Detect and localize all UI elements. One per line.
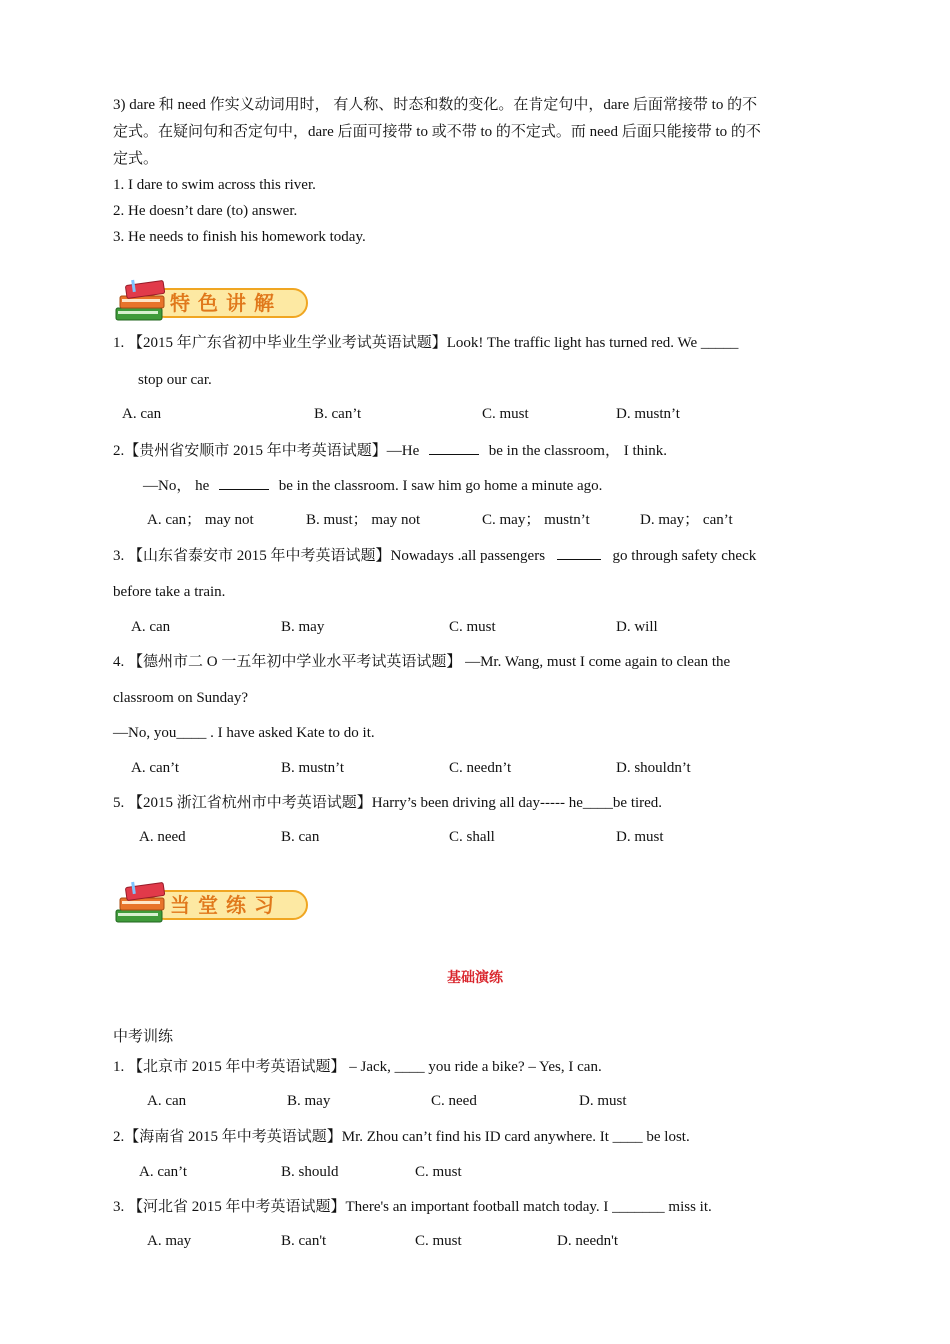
p1-option-d[interactable]: D. must xyxy=(579,1093,627,1109)
section-banner-practice xyxy=(112,880,312,932)
q4-reply: —No, you____ . I have asked Kate to do it. xyxy=(113,725,375,741)
q2-blank-2[interactable] xyxy=(219,475,269,490)
q4-option-b[interactable]: B. mustn’t xyxy=(281,760,345,776)
p2-option-a[interactable]: A. can’t xyxy=(139,1164,188,1180)
banner-title: 特色讲解 xyxy=(170,291,282,315)
q2-reply-part1: —No， he xyxy=(143,478,210,494)
books-icon xyxy=(112,278,172,330)
section-heading: 基础演练 xyxy=(447,970,503,986)
p3-stem: 3. 【河北省 2015 年中考英语试题】There's an important football match today. I _______ miss it. xyxy=(113,1199,712,1215)
q2-option-c[interactable]: C. may； mustn’t xyxy=(482,512,590,528)
intro-line-1: 3) dare 和 need 作实义动词用时， 有人称、时态和数的变化。在肯定句中，dare 后面常接带 to 的不 xyxy=(113,97,758,113)
p1-option-b[interactable]: B. may xyxy=(287,1093,331,1109)
q3-stem xyxy=(113,545,756,566)
q2-blank-1[interactable] xyxy=(429,440,479,455)
q3-blank[interactable] xyxy=(557,545,601,560)
q5-option-b[interactable]: B. can xyxy=(281,829,320,845)
q3-option-b[interactable]: B. may xyxy=(281,619,325,635)
p3-option-a[interactable]: A. may xyxy=(147,1233,192,1249)
q2-stem-part2: be in the classroom， I think. xyxy=(488,443,668,459)
books-icon xyxy=(112,880,172,932)
p3-option-b[interactable]: B. can't xyxy=(281,1233,327,1249)
p1-option-a[interactable]: A. can xyxy=(147,1093,187,1109)
q4-option-c[interactable]: C. needn’t xyxy=(449,760,512,776)
q3-stem-cont: before take a train. xyxy=(113,584,226,600)
q4-option-a[interactable]: A. can’t xyxy=(131,760,180,776)
p3-option-c[interactable]: C. must xyxy=(415,1233,462,1249)
section-banner-featured xyxy=(112,278,312,330)
q5-stem: 5. 【2015 浙江省杭州市中考英语试题】Harry’s been driving all day----- he____be tired. xyxy=(113,795,663,811)
p1-stem: 1. 【北京市 2015 年中考英语试题】 – Jack, ____ you ride a bike? – Yes, I can. xyxy=(113,1059,602,1075)
p2-option-c[interactable]: C. must xyxy=(415,1164,462,1180)
q5-option-d[interactable]: D. must xyxy=(616,829,664,845)
q1-option-b[interactable]: B. can’t xyxy=(314,406,362,422)
q2-reply xyxy=(143,475,602,496)
q2-reply-part2: be in the classroom. I saw him go home a minute ago. xyxy=(278,478,603,494)
q4-option-d[interactable]: D. shouldn’t xyxy=(616,760,691,776)
q3-option-a[interactable]: A. can xyxy=(131,619,171,635)
q1-option-c[interactable]: C. must xyxy=(482,406,529,422)
example-2: 2. He doesn’t dare (to) answer. xyxy=(113,203,298,219)
intro-line-2: 定式。在疑问句和否定句中，dare 后面可接带 to 或不带 to 的不定式。而 need 后面只能接带 to 的不 xyxy=(113,124,761,140)
q3-option-d[interactable]: D. will xyxy=(616,619,658,635)
q1-option-d[interactable]: D. mustn’t xyxy=(616,406,680,422)
q3-option-c[interactable]: C. must xyxy=(449,619,496,635)
p2-option-b[interactable]: B. should xyxy=(281,1164,339,1180)
q1-option-a[interactable]: A. can xyxy=(122,406,162,422)
q4-stem-cont: classroom on Sunday? xyxy=(113,690,248,706)
q2-stem xyxy=(113,440,667,461)
p2-stem: 2.【海南省 2015 年中考英语试题】Mr. Zhou can’t find his ID card anywhere. It ____ be lost. xyxy=(113,1129,690,1145)
q3-stem-part2: go through safety check xyxy=(612,548,757,564)
q1-stem: 1. 【2015 年广东省初中毕业生学业考试英语试题】Look! The traffic light has turned red. We _____ xyxy=(113,335,739,351)
q5-option-c[interactable]: C. shall xyxy=(449,829,495,845)
q2-stem-part1: 2.【贵州省安顺市 2015 年中考英语试题】—He xyxy=(113,443,420,459)
example-1: 1. I dare to swim across this river. xyxy=(113,177,316,193)
q2-option-a[interactable]: A. can； may not xyxy=(147,512,254,528)
intro-line-3: 定式。 xyxy=(113,151,159,167)
p3-option-d[interactable]: D. needn't xyxy=(557,1233,619,1249)
q5-option-a[interactable]: A. need xyxy=(139,829,186,845)
section-subheading: 中考训练 xyxy=(113,1029,174,1045)
q2-option-d[interactable]: D. may； can’t xyxy=(640,512,733,528)
q4-stem: 4. 【德州市二 O 一五年初中学业水平考试英语试题】 —Mr. Wang, must I come again to clean the xyxy=(113,654,731,670)
p1-option-c[interactable]: C. need xyxy=(431,1093,477,1109)
q2-option-b[interactable]: B. must； may not xyxy=(306,512,421,528)
banner-title: 当堂练习 xyxy=(170,893,282,917)
example-3: 3. He needs to finish his homework today. xyxy=(113,229,366,245)
q1-stem-cont: stop our car. xyxy=(138,372,212,388)
q3-stem-part1: 3. 【山东省泰安市 2015 年中考英语试题】Nowadays .all passengers xyxy=(113,548,546,564)
